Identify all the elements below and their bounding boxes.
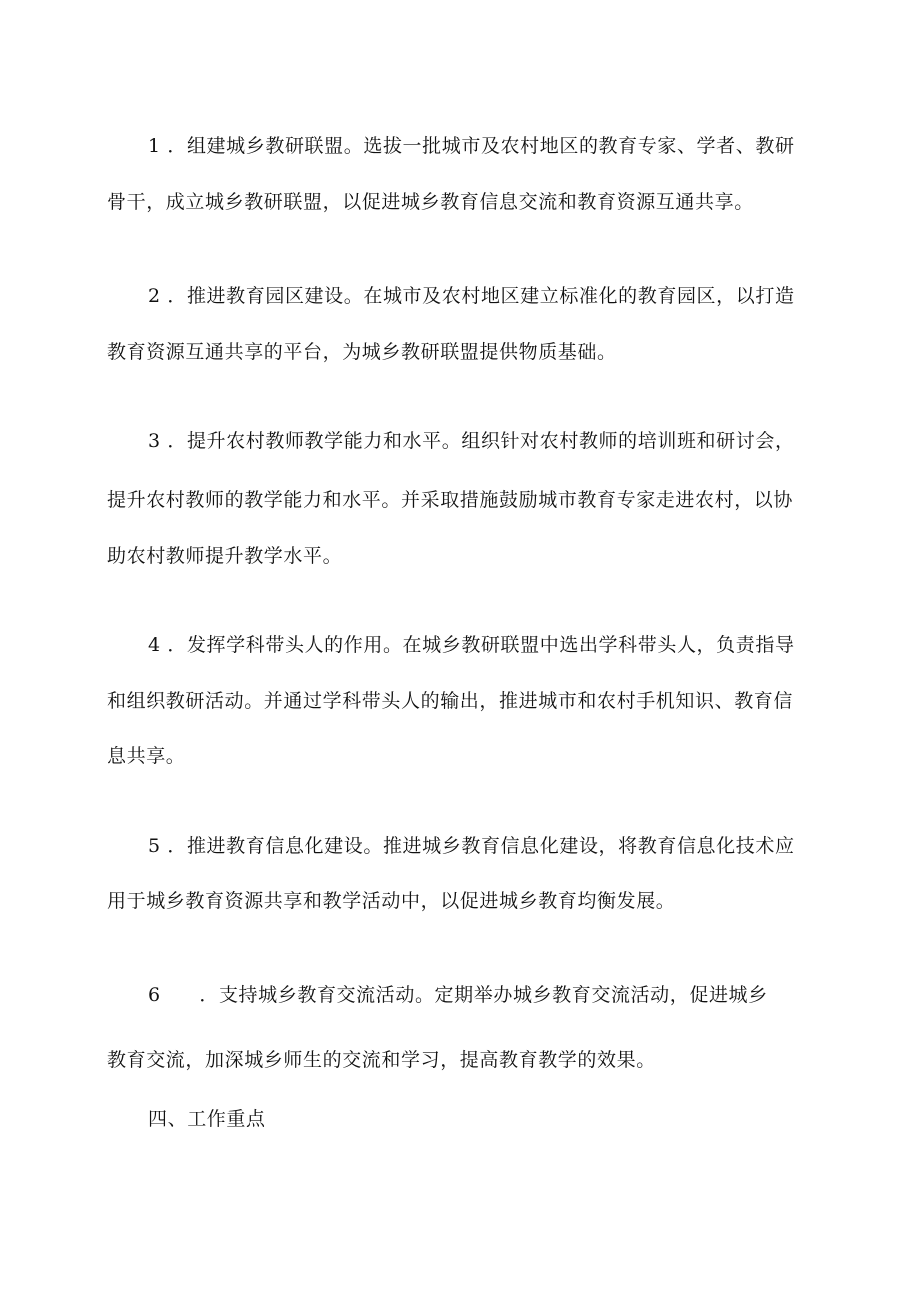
item-1-text-1: ．组建城乡教研联盟。选拔一批城市及农村地区的教育专家、学者、教研: [167, 135, 795, 157]
item-2-line-2: 教育资源互通共享的平台，为城乡教研联盟提供物质基础。: [107, 341, 617, 363]
item-1-number: 1: [148, 135, 161, 157]
item-6-text-1: ．支持城乡教育交流活动。定期举办城乡教育交流活动，促进城乡: [199, 984, 768, 1006]
section-heading: 四、工作重点: [148, 1108, 266, 1130]
item-3-text-1: ．提升农村教师教学能力和水平。组织针对农村教师的培训班和研讨会，: [167, 430, 795, 452]
item-2-text-1: ．推进教育园区建设。在城市及农村地区建立标准化的教育园区，以打造: [167, 285, 795, 307]
item-5-line-2: 用于城乡教育资源共享和教学活动中，以促进城乡教育均衡发展。: [107, 890, 676, 912]
item-4-line-1: [148, 632, 795, 658]
item-5-line-1: [148, 833, 795, 859]
item-2-number: 2: [148, 285, 161, 307]
item-1-line-2: 骨干，成立城乡教研联盟，以促进城乡教育信息交流和教育资源互通共享。: [107, 191, 754, 213]
item-6-line-1: [148, 982, 768, 1008]
item-6-number: 6: [148, 984, 161, 1006]
item-5-text-1: ．推进教育信息化建设。推进城乡教育信息化建设，将教育信息化技术应: [167, 835, 795, 857]
item-5-number: 5: [148, 835, 161, 857]
item-6-line-2: 教育交流，加深城乡师生的交流和学习，提高教育教学的效果。: [107, 1049, 656, 1071]
item-3-line-3: 助农村教师提升教学水平。: [107, 545, 343, 567]
item-3-line-2: 提升农村教师的教学能力和水平。并采取措施鼓励城市教育专家走进农村，以协: [107, 489, 794, 511]
item-3-line-1: [148, 428, 795, 454]
item-4-text-1: ．发挥学科带头人的作用。在城乡教研联盟中选出学科带头人，负责指导: [167, 634, 795, 656]
item-2-line-1: [148, 283, 795, 309]
item-4-line-3: 息共享。: [107, 745, 186, 767]
item-4-line-2: 和组织教研活动。并通过学科带头人的输出，推进城市和农村手机知识、教育信: [107, 690, 794, 712]
item-1-line-1: [148, 133, 795, 159]
item-4-number: 4: [148, 634, 161, 656]
item-3-number: 3: [148, 430, 161, 452]
